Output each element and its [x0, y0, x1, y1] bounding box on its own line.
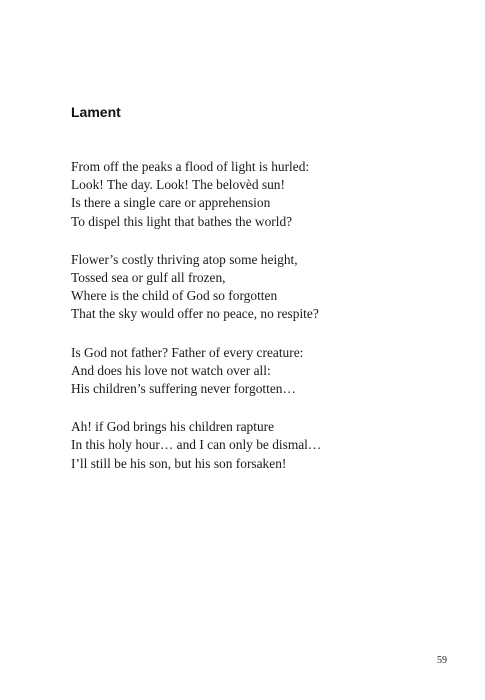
poem-line: That the sky would offer no peace, no respite? [71, 306, 319, 322]
poem-line: Tossed sea or gulf all frozen, [71, 270, 226, 286]
poem-line: Is there a single care or apprehension [71, 195, 271, 211]
poem-body [71, 158, 431, 493]
poem-line: Is God not father? Father of every creature: [71, 344, 304, 360]
poem-line: His children’s suffering never forgotten… [71, 381, 296, 397]
poem-line: Look! The day. Look! The belovèd sun! [71, 177, 285, 193]
stanza-3 [71, 344, 431, 399]
stanza-2 [71, 251, 431, 324]
poem-line: From off the peaks a flood of light is hurled: [71, 159, 310, 174]
poem-line: I’ll still be his son, but his son forsaken! [71, 455, 287, 471]
poem-line: And does his love not watch over all: [71, 362, 271, 378]
poem-title: Lament [71, 104, 121, 120]
poem-line: In this holy hour… and I can only be dismal… [71, 437, 322, 453]
poem-line: Flower’s costly thriving atop some height, [71, 251, 298, 267]
poem-line: Ah! if God brings his children rapture [71, 419, 275, 435]
poem-line: To dispel this light that bathes the world? [71, 213, 293, 229]
stanza-1 [71, 158, 431, 231]
stanza-4 [71, 418, 431, 473]
poem-line: Where is the child of God so forgotten [71, 288, 278, 304]
page-number: 59 [437, 655, 447, 666]
